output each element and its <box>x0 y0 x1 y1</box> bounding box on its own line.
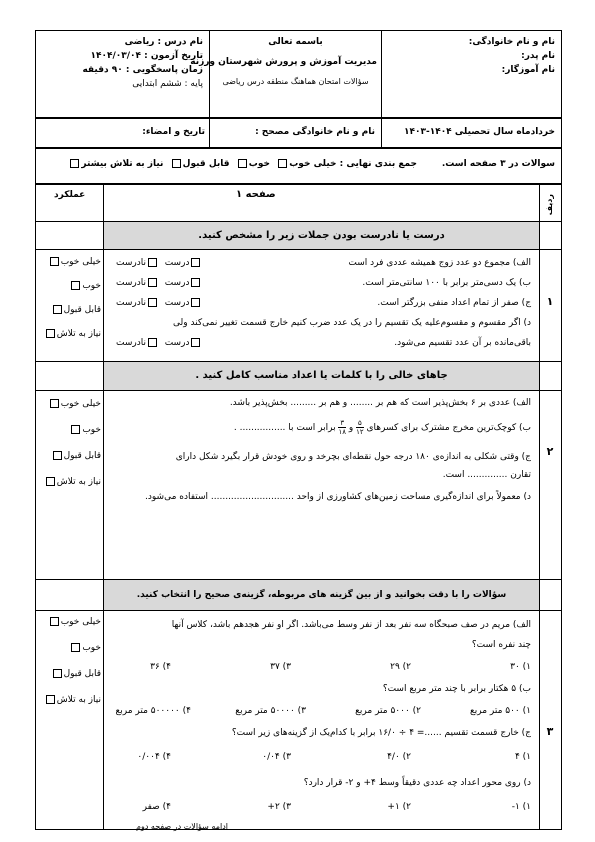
q2-item-c-cont: تقارن .............. است. <box>442 470 531 480</box>
q1-item-a: الف) مجموع دو عدد زوج همیشه عددی فرد است <box>348 258 531 268</box>
needs-effort-label: نیاز به تلاش بیشتر <box>81 159 164 169</box>
acceptable-checkbox[interactable] <box>172 159 181 168</box>
perf-very-good <box>39 257 101 267</box>
row-header: ردیف <box>545 194 554 216</box>
pages-note: سوالات در ۳ صفحه است. <box>441 159 555 169</box>
divider <box>36 249 561 250</box>
perf-label: قابل قبول <box>63 669 101 679</box>
perf-label: نیاز به تلاش <box>56 695 101 705</box>
exam-header <box>35 30 562 118</box>
false-label: نادرست <box>116 258 146 268</box>
q3-title: سؤالات را با دقت بخوانید و از بین گزینه های مربوطه، گزینه‌ی صحیح را انتخاب کنید. <box>104 580 539 610</box>
perf-checkbox[interactable] <box>53 305 62 314</box>
true-checkbox[interactable] <box>191 338 200 347</box>
exam-duration: زمان پاسخگویی : ۹۰ دقیقه <box>82 65 203 75</box>
frac-num: ۳ <box>340 419 345 427</box>
false-checkbox[interactable] <box>148 338 157 347</box>
q1-d-options <box>116 337 202 349</box>
perf-acceptable <box>39 305 101 315</box>
perf-very-good <box>39 399 101 409</box>
perf-label: قابل قبول <box>63 451 101 461</box>
exam-page <box>35 30 562 830</box>
good-checkbox[interactable] <box>238 159 247 168</box>
q3-item-c: ج) خارج قسمت تقسیم ......= ۴ ÷ ۱۶/۰ برابر با کدام‌یک از گزینه‌های زیر است؟ <box>231 728 531 738</box>
false-label: نادرست <box>116 298 146 308</box>
false-checkbox[interactable] <box>148 298 157 307</box>
exam-info-row <box>35 118 562 148</box>
option[interactable]: ۲) ۵۰۰۰ متر مربع <box>355 706 421 716</box>
department-name: مدیریت آموزش و پرورش شهرستان ورزنه <box>190 57 377 67</box>
option[interactable]: ۱) ۳۰ <box>510 662 531 672</box>
questions-table <box>35 184 562 830</box>
option[interactable]: ۲) ۲۹ <box>390 662 411 672</box>
option[interactable]: ۲) ۴/۰ <box>387 752 411 762</box>
perf-checkbox[interactable] <box>53 451 62 460</box>
option[interactable]: ۴) صفر <box>142 802 171 812</box>
perf-acceptable <box>39 451 101 461</box>
perf-checkbox[interactable] <box>71 281 80 290</box>
perf-label: نیاز به تلاش <box>56 329 101 339</box>
perf-label: قابل قبول <box>63 305 101 315</box>
divider <box>36 610 561 611</box>
q3-item-a-cont: چند نفره است؟ <box>471 640 531 650</box>
acceptable-label: قابل قبول <box>182 159 230 169</box>
true-label: درست <box>164 298 190 308</box>
signature-label: تاریخ و امضاء: <box>142 127 205 137</box>
student-info <box>381 31 561 117</box>
grade-level: پایه : ششم ابتدایی <box>132 79 203 89</box>
q2-item-c: ج) وقتی شکلی به اندازه‌ی ۱۸۰ درجه حول نقطه‌ای بچرخد و روی خودش قرار بگیرد شکل دارای <box>175 452 531 462</box>
perf-checkbox[interactable] <box>50 399 59 408</box>
option[interactable]: ۴) ۵۰۰۰۰۰ متر مربع <box>115 706 191 716</box>
q1-b-options <box>116 277 202 289</box>
perf-checkbox[interactable] <box>71 425 80 434</box>
q3-item-d: د) روی محور اعداد چه عددی دقیقاً وسط ۴+ و ۲- قرار دارد؟ <box>303 778 531 788</box>
q1-title: درست یا نادرست بودن جملات زیر را مشخص کنید. <box>104 222 539 249</box>
perf-checkbox[interactable] <box>50 257 59 266</box>
q3-item-a: الف) مریم در صف صبحگاه سه نفر بعد از نفر وسط می‌باشد. اگر او نفر هجدهم باشد، کلاس آنها <box>171 620 531 630</box>
true-checkbox[interactable] <box>191 258 200 267</box>
performance-header: عملکرد <box>54 190 86 200</box>
option[interactable]: ۲) ۱+ <box>387 802 411 812</box>
perf-label: خوب <box>82 281 101 291</box>
q1-item-d-cont: باقی‌مانده بر آن عدد تقسیم می‌شود. <box>394 338 531 348</box>
exam-title: سؤالات امتحان هماهنگ منطقه درس ریاضی <box>222 77 369 86</box>
perf-label: خوب <box>82 643 101 653</box>
exam-info <box>36 31 211 117</box>
false-label: نادرست <box>116 278 146 288</box>
false-label: نادرست <box>116 338 146 348</box>
exam-date: تاریخ آزمون : ۱۴۰۴/۰۳/۰۴ <box>90 51 203 61</box>
q2-number: ۲ <box>546 445 554 458</box>
perf-label: خیلی خوب <box>60 617 101 627</box>
q1-a-options <box>116 257 202 269</box>
continue-note: ادامه سؤالات در صفحه دوم <box>136 822 229 831</box>
final-assessment <box>36 149 423 183</box>
needs-effort-checkbox[interactable] <box>70 159 79 168</box>
option[interactable]: ۱) ۱- <box>511 802 531 812</box>
option[interactable]: ۳) ۳۷ <box>270 662 291 672</box>
q1-item-b: ب) یک دسی‌متر برابر با ۱۰۰ سانتی‌متر است. <box>362 278 531 288</box>
summary-row <box>35 148 562 184</box>
perf-label: خیلی خوب <box>60 257 101 267</box>
q2-b-and: و <box>348 423 354 433</box>
exam-session: خردادماه سال تحصیلی ۱۴۰۴-۱۴۰۳ <box>381 119 561 147</box>
q1-number: ۱ <box>546 295 554 308</box>
perf-checkbox[interactable] <box>46 477 55 486</box>
q1-c-options <box>116 297 202 309</box>
perf-checkbox[interactable] <box>46 329 55 338</box>
true-checkbox[interactable] <box>191 298 200 307</box>
false-checkbox[interactable] <box>148 278 157 287</box>
true-checkbox[interactable] <box>191 278 200 287</box>
q2-title: جاهای خالی را با کلمات یا اعداد مناسب کامل کنید . <box>104 362 539 390</box>
perf-checkbox[interactable] <box>71 643 80 652</box>
q2-b-text: ب) کوچک‌ترین مخرج مشترک برای کسرهای <box>366 423 531 433</box>
corrector-name-label: نام و نام خانوادگی مصحح : <box>209 119 381 147</box>
option[interactable]: ۴) ۳۶ <box>150 662 171 672</box>
option[interactable]: ۳) ۵۰۰۰۰ متر مربع <box>235 706 306 716</box>
perf-label: خوب <box>82 425 101 435</box>
true-label: درست <box>164 258 190 268</box>
frac-den: ۱۲ <box>356 428 364 436</box>
subject-name: نام درس : ریاضی <box>124 37 203 47</box>
exam-title-block <box>190 31 381 117</box>
q1-item-d: د) اگر مقسوم و مقسوم‌علیه یک تقسیم را در یک عدد ضرب کنیم خارج قسمت تغییر نمی‌کند ولی <box>173 318 531 328</box>
final-label: جمع بندی نهایی : خیلی خوب <box>289 159 417 169</box>
teacher-name-label: نام آموزگار: <box>501 65 555 75</box>
very-good-checkbox[interactable] <box>278 159 287 168</box>
perf-good <box>39 281 101 291</box>
q3-number: ۳ <box>546 725 554 738</box>
option[interactable]: ۳) ۲+ <box>267 802 291 812</box>
perf-good <box>39 425 101 435</box>
q2-item-b <box>234 419 531 436</box>
student-name-label: نام و نام خانوادگی: <box>468 37 555 47</box>
frac-num: ۵ <box>357 419 362 427</box>
divider <box>36 390 561 391</box>
perf-acceptable <box>39 669 101 679</box>
perf-label: خیلی خوب <box>60 399 101 409</box>
q2-item-d: د) معمولاً برای اندازه‌گیری مساحت زمین‌های کشاورزی از واحد ............................. استفاده می‌شود. <box>145 492 531 502</box>
perf-checkbox[interactable] <box>53 669 62 678</box>
perf-checkbox[interactable] <box>50 617 59 626</box>
perf-checkbox[interactable] <box>46 695 55 704</box>
q2-item-a: الف) عددی بر ۶ بخش‌پذیر است که هم بر ........ و هم بر ......... بخش‌پذیر باشد. <box>229 398 531 408</box>
good-label: خوب <box>248 159 270 169</box>
perf-needs-effort <box>39 329 101 339</box>
perf-needs-effort <box>39 695 101 705</box>
perf-needs-effort <box>39 477 101 487</box>
father-name-label: نام پدر: <box>521 51 555 61</box>
perf-label: نیاز به تلاش <box>56 477 101 487</box>
option[interactable]: ۱) ۴ <box>514 752 531 762</box>
option[interactable]: ۱) ۵۰۰ متر مربع <box>469 706 531 716</box>
perf-good <box>39 643 101 653</box>
option[interactable]: ۴) ۰/۰۰۴ <box>137 752 171 762</box>
perf-very-good <box>39 617 101 627</box>
false-checkbox[interactable] <box>148 258 157 267</box>
fraction-1 <box>356 419 364 436</box>
page-label: صفحه ۱ <box>236 189 276 200</box>
q2-b-tail: برابر است با ................ . <box>233 423 336 433</box>
true-label: درست <box>164 338 190 348</box>
fraction-2 <box>338 419 346 436</box>
option[interactable]: ۳) ۰/۰۴ <box>262 752 291 762</box>
basmala: باسمه تعالی <box>268 37 323 47</box>
true-label: درست <box>164 278 190 288</box>
frac-den: ۱۸ <box>338 428 346 436</box>
q1-item-c: ج) صفر از تمام اعداد منفی بزرگتر است. <box>377 298 531 308</box>
q3-item-b: ب) ۵ هکتار برابر با چند متر مربع است؟ <box>382 684 531 694</box>
